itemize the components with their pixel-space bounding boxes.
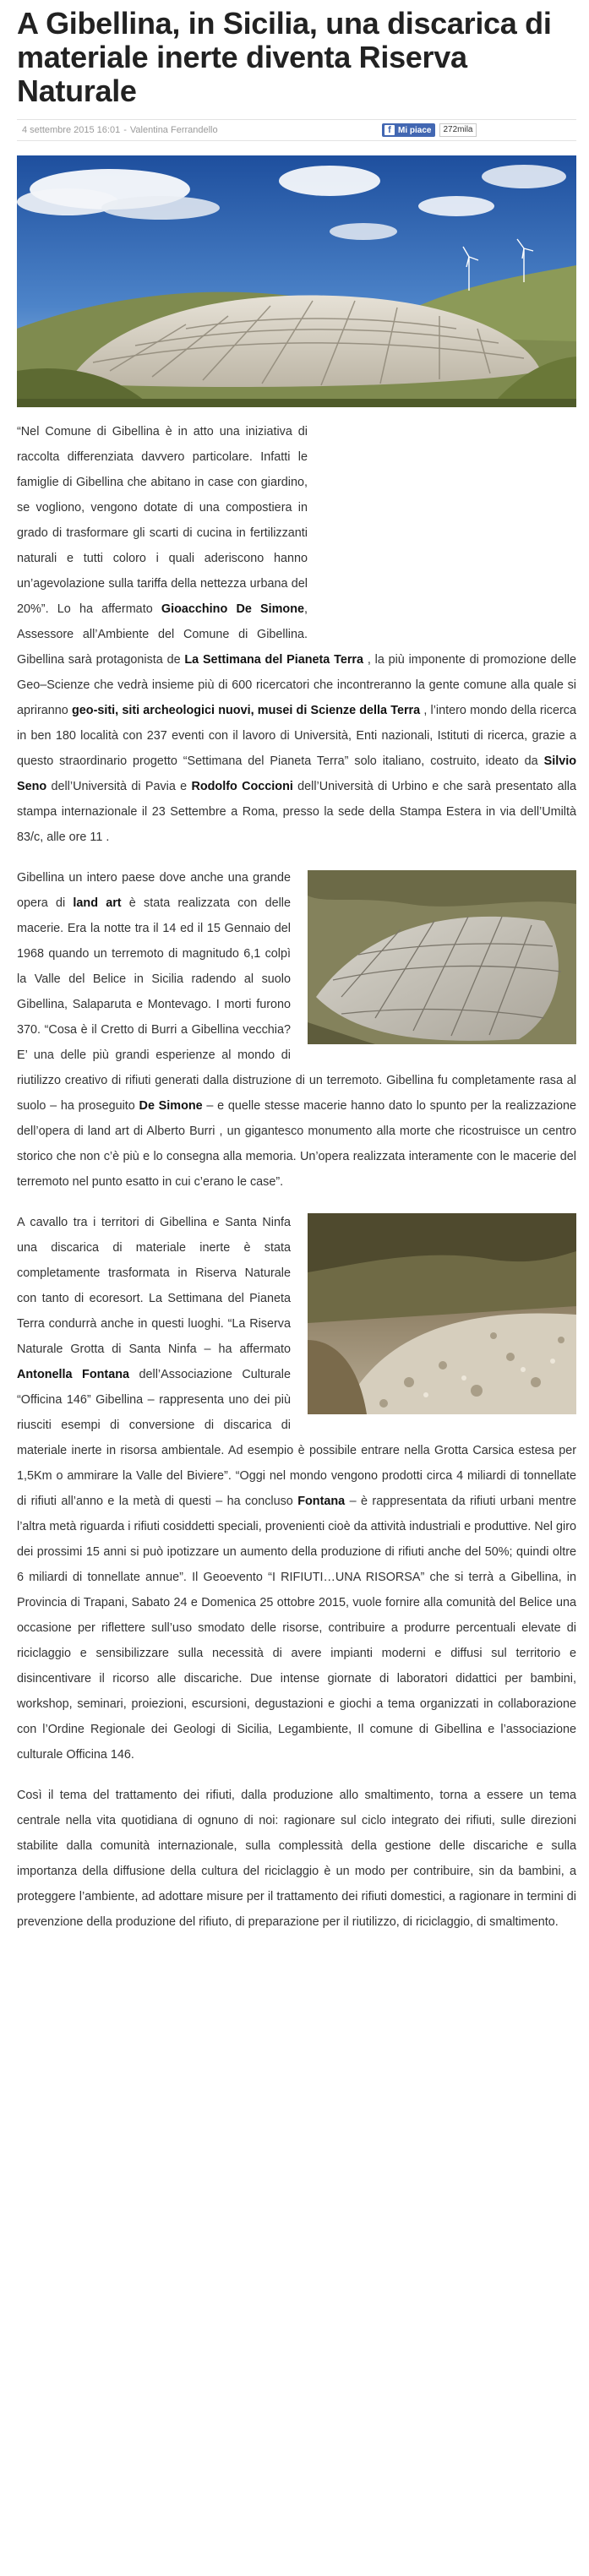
facebook-like-button[interactable]	[382, 123, 435, 137]
text-run: A cavallo tra i territori di Gibellina e Santa Ninfa una discarica di materiale inerte è stata completamente trasformata in Riserva Naturale con tanto di ecoresort. La Settimana del Pianeta Terra condurrà anche in questi luoghi. “La Riserva Naturale Grotta di Santa Ninfa – ha affermato	[17, 1216, 291, 1356]
text-run: è stata realizzata con delle macerie. Era la notte tra il 14 ed il 15 Gennaio del 1968 quando un terremoto di magnitudo 6,1 colpì la Valle del Belice in Sicilia radendo al suolo Gibellina, Salaparuta e Montevago. I morti furono 370. “Cosa è il Cretto di Burri a Gibellina vecchia? E’ una delle più grandi esperienze al mondo di riutilizzo creativo di rifiuti generati dalla distruzione di un terremoto. Gibellina fu completamente rasa al suolo – ha proseguito	[17, 896, 576, 1113]
bold-name: Gioacchino De Simone	[161, 602, 304, 616]
facebook-icon: f	[384, 125, 395, 135]
facebook-like-count: 272mila	[439, 123, 476, 137]
paragraph-2	[17, 865, 576, 1195]
text-run: , la più imponente di promozione delle Geo–Scienze che vedrà insieme più di 600 ricercatori che incontreranno la gente comune alla quale si apriranno	[17, 653, 576, 717]
text-run: Così il tema del trattamento dei rifiuti, dalla produzione allo smaltimento, torna a essere un tema centrale nella vita quotidiana di ognuno di noi: ragionare sul ciclo integrato dei rifiuti, sulle direzioni stabilite dalla comunità internazionale, sulla complessità della gestione delle discariche e sulla importanza della diffusione della cultura del riciclaggio è un modo per contribuire, sin da bambini, a proteggere l’ambiente, ad adottare misure per il trattamento dei rifiuti domestici, a ragionare in termini di prevenzione della produzione del rifiuto, di preparazione per il riutilizzo, di riciclaggio, di smaltimento.	[17, 1789, 576, 1929]
hero-image-cretto-di-burri	[17, 155, 576, 407]
bold-name: Rodolfo Coccioni	[191, 780, 293, 793]
float-spacer	[308, 419, 576, 629]
text-run: dell’Università di Urbino e che sarà presentato alla stampa internazionale il 23 Settembre a Roma, presso la sede della Stampa Estera in via dell’Umiltà 83/c, alle ore 11 .	[17, 780, 576, 844]
text-run: , l’intero mondo della ricerca in ben 180 località con 237 eventi con il lavoro di Università, Enti nazionali, Istituti di ricerca, grazie a questo straordinario progetto “Settimana del Pianeta Terra” solo italiano, costruito, ideato da	[17, 704, 576, 768]
bold-name: La Settimana del Pianeta Terra	[184, 653, 364, 667]
facebook-like-label: Mi piace	[398, 125, 432, 135]
paragraph-4-text	[17, 1783, 576, 1935]
bold-name: Antonella Fontana	[17, 1368, 130, 1381]
publish-date: 4 settembre 2015 16:01	[22, 125, 121, 135]
text-run: – è rappresentata da rifiuti urbani mentre l’altra metà riguarda i rifiuti cosiddetti speciali, provenienti cioè da attività industriali e produttive. Nel giro dei prossimi 15 anni si può ipotizzare un aumento della produzione di rifiuti anche del 50%; quindi oltre 6 miliardi di tonnellate annue”. Il Geoevento “I RIFIUTI…UNA RISORSA” che si terrà a Gibellina, in Provincia di Trapani, Sabato 24 e Domenica 25 ottobre 2015, vuole fornire alla comunità del Belice una occasione per riflettere sull’uso smodato delle risorse, contribuire a produrre percentuali elevate di riciclaggio e sensibilizzare sulla necessità di avere impianti moderni e diffusi sul territorio e disincentivare il ricorso alle discariche. Due intense giornate di laboratori didattici per bambini, workshop, seminari, proiezioni, escursioni, degustazioni e giochi a tema organizzati in collaborazione con l’Ordine Regionale dei Geologi di Sicilia, Legambiente, Il comune di Gibellina e l’associazione culturale Officina 146.	[17, 1495, 576, 1762]
text-run: dell’Associazione Culturale “Officina 146” Gibellina – rappresenta uno dei più riusciti esempi di conversione di discarica di materiale inerte in risorsa ambientale. Ad esempio è possibile entrare nella Grotta Carsica estesa per 1,5Km o ammirare la Valle del Biviere”. “Oggi nel mondo vengono prodotti circa 4 miliardi di tonnellate di rifiuti all’anno e la metà di questi – ha concluso	[17, 1368, 576, 1508]
paragraph-4	[17, 1783, 576, 1935]
text-run: , Assessore all’Ambiente del Comune di Gibellina. Gibellina sarà protagonista de	[17, 602, 308, 667]
image-cretto-aerial	[308, 870, 576, 1044]
text-run: dell’Università di Pavia e	[46, 780, 192, 793]
paragraph-3	[17, 1210, 576, 1767]
bold-name: land art	[73, 896, 122, 910]
article	[17, 0, 576, 1935]
text-run: Gibellina un intero paese dove anche una grande opera di	[17, 871, 291, 910]
article-meta	[17, 119, 576, 141]
facebook-like-widget	[382, 123, 477, 137]
bold-name: Fontana	[297, 1495, 346, 1508]
bold-name: De Simone	[139, 1099, 203, 1113]
text-run: “Nel Comune di Gibellina è in atto una iniziativa di raccolta differenziata davvero particolare. Infatti le famiglie di Gibellina che abitano in case con giardino, se vogliono, vengono dotate di una compostiera in grado di trasformare gli scarti di cucina in fertilizzanti naturali e tutti coloro i quali aderiscono hanno un’agevolazione sulla tariffa della nettezza urbana del 20%”. Lo ha affermato	[17, 425, 308, 616]
author-name[interactable]: Valentina Ferrandello	[129, 125, 218, 135]
image-rubble-landfill	[308, 1213, 576, 1414]
text-run: – e quelle stesse macerie hanno dato lo spunto per la realizzazione dell’opera di land art di Alberto Burri , un gigantesco monumento alla morte che ricostruisce un centro storico che non c’è più e lo consegna alla memoria. Un’opera realizzata interamente con le macerie del terremoto nel punto esatto in cui c’erano le case”.	[17, 1099, 577, 1189]
bold-name: Silvio Seno	[17, 754, 576, 793]
paragraph-1	[17, 419, 576, 850]
article-title: A Gibellina, in Sicilia, una discarica di materiale inerte diventa Riserva Naturale	[17, 6, 552, 108]
meta-separator: -	[123, 125, 127, 135]
bold-name: geo-siti, siti archeologici nuovi, musei di Scienze della Terra	[71, 704, 421, 717]
